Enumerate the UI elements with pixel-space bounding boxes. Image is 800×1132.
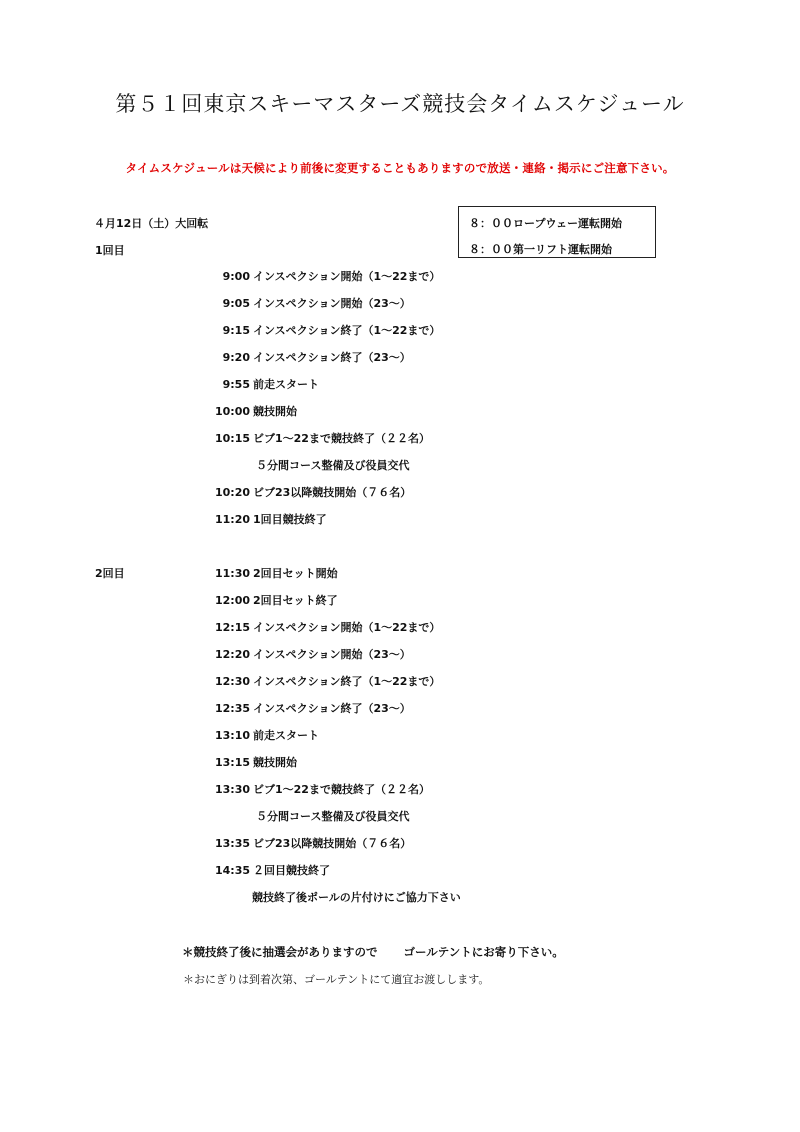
schedule-description: ビブ23以降競技開始（７６名） <box>253 837 412 850</box>
schedule-time: 13:35 <box>214 837 250 850</box>
schedule-time: 9:00 <box>222 270 250 283</box>
schedule-time: 11:20 <box>214 513 250 526</box>
schedule-row <box>200 565 338 581</box>
ropeway-start-line: ８：００ロープウェー運転開始 <box>469 217 623 230</box>
schedule-time: 9:15 <box>222 324 250 337</box>
first-lift-start-line: ８：００第一リフト運転開始 <box>469 243 612 256</box>
schedule-time: 13:10 <box>214 729 250 742</box>
schedule-time: 12:15 <box>214 621 250 634</box>
schedule-time: 12:00 <box>214 594 250 607</box>
schedule-time: 12:30 <box>214 675 250 688</box>
schedule-description: 競技開始 <box>253 756 297 769</box>
lottery-notice <box>182 944 564 960</box>
goal-tent-text: ゴールテントにお寄り下さい。 <box>403 945 564 959</box>
schedule-row <box>200 268 440 284</box>
schedule-row <box>200 484 411 500</box>
schedule-time: 9:05 <box>222 297 250 310</box>
schedule-row <box>200 592 338 608</box>
schedule-description: 2回目セット開始 <box>253 567 338 580</box>
schedule-description: インスペクション終了（23～） <box>253 702 411 715</box>
schedule-description: インスペクション終了（23～） <box>253 351 411 364</box>
schedule-row <box>200 781 430 797</box>
schedule-description: インスペクション終了（1～22まで） <box>253 324 441 337</box>
schedule-row <box>200 754 297 770</box>
lift-operation-box <box>458 206 656 258</box>
schedule-time: 12:35 <box>214 702 250 715</box>
schedule-row <box>200 403 297 419</box>
schedule-row <box>200 700 411 716</box>
schedule-time: 10:00 <box>214 405 250 418</box>
schedule-time: 14:35 <box>214 864 250 877</box>
schedule-description: ビブ1～22まで競技終了（２２名） <box>253 783 430 796</box>
schedule-row <box>200 376 319 392</box>
schedule-row <box>200 430 430 446</box>
schedule-time: 13:30 <box>214 783 250 796</box>
onigiri-notice: ＊おにぎりは到着次第、ゴールテントにて適宜お渡しします。 <box>183 973 490 986</box>
schedule-description: インスペクション開始（1～22まで） <box>253 621 441 634</box>
schedule-description: インスペクション開始（1～22まで） <box>253 270 441 283</box>
schedule-description: ビブ23以降競技開始（７６名） <box>253 486 412 499</box>
schedule-change-notice: タイムスケジュールは天候により前後に変更することもありますので放送・連絡・掲示にご注意下さい。 <box>125 161 675 175</box>
schedule-description: 前走スタート <box>253 729 319 742</box>
schedule-description: 2回目セット終了 <box>253 594 338 607</box>
schedule-row <box>200 727 319 743</box>
schedule-time: 11:30 <box>214 567 250 580</box>
schedule-description: 前走スタート <box>253 378 319 391</box>
schedule-time: 9:20 <box>222 351 250 364</box>
run1-label: 1回目 <box>95 244 125 257</box>
schedule-description: 競技開始 <box>253 405 297 418</box>
lottery-notice-text: ＊競技終了後に抽選会がありますので <box>182 945 378 959</box>
schedule-row <box>200 322 440 338</box>
schedule-note: 競技終了後ポールの片付けにご協力下さい <box>252 891 461 904</box>
event-date-heading: ４月12日（土）大回転 <box>94 217 209 230</box>
run2-label: 2回目 <box>95 567 125 580</box>
schedule-row <box>200 295 411 311</box>
schedule-time: 10:15 <box>214 432 250 445</box>
schedule-note: ５分間コース整備及び役員交代 <box>256 810 410 823</box>
schedule-row <box>200 619 440 635</box>
schedule-row <box>200 673 440 689</box>
schedule-time: 10:20 <box>214 486 250 499</box>
schedule-row <box>200 511 327 527</box>
schedule-time: 13:15 <box>214 756 250 769</box>
schedule-row <box>200 349 411 365</box>
schedule-description: 1回目競技終了 <box>253 513 327 526</box>
schedule-row <box>200 862 330 878</box>
schedule-description: ビブ1～22まで競技終了（２２名） <box>253 432 430 445</box>
page-title: 第５１回東京スキーマスターズ競技会タイムスケジュール <box>115 92 685 116</box>
schedule-note: ５分間コース整備及び役員交代 <box>256 459 410 472</box>
schedule-description: インスペクション開始（23～） <box>253 297 411 310</box>
schedule-description: インスペクション終了（1～22まで） <box>253 675 441 688</box>
schedule-description: ２回目競技終了 <box>253 864 330 877</box>
schedule-description: インスペクション開始（23～） <box>253 648 411 661</box>
schedule-row <box>200 835 411 851</box>
schedule-time: 9:55 <box>222 378 250 391</box>
schedule-row <box>200 646 411 662</box>
schedule-time: 12:20 <box>214 648 250 661</box>
